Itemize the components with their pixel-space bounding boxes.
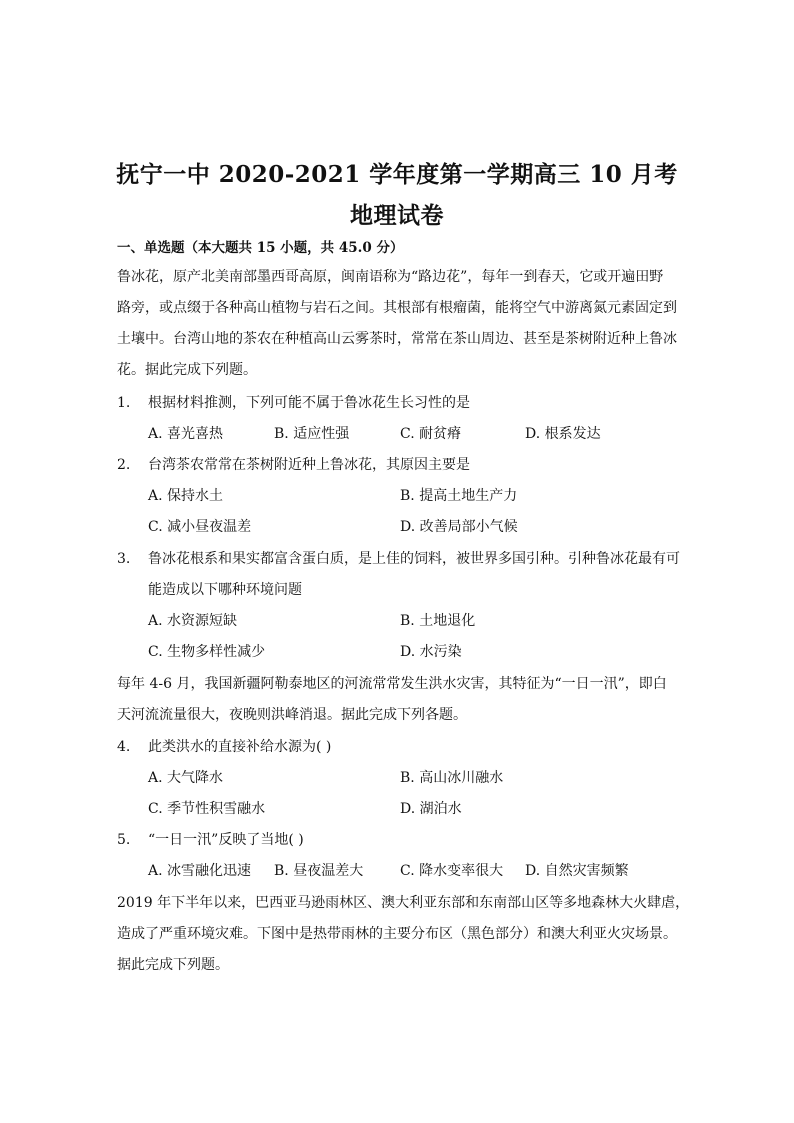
exam-title: 抚宁一中 2020-2021 学年度第一学期高三 10 月考 [116, 161, 678, 188]
option-c: C. 降水变率很大 [400, 863, 504, 879]
option-d: D. 改善局部小气候 [400, 519, 518, 535]
question-text: 台湾茶农常常在茶树附近种上鲁冰花，其原因主要是 [148, 457, 470, 473]
option-b: B. 昼夜温差大 [274, 863, 364, 879]
passage-line: 每年 4-6 月，我国新疆阿勒泰地区的河流常常发生洪水灾害，其特征为“一日一汛”，即白 [117, 676, 667, 692]
question-text: 此类洪水的直接补给水源为( ) [148, 739, 332, 755]
option-d: D. 自然灾害频繁 [525, 863, 629, 879]
option-b: B. 适应性强 [274, 426, 350, 442]
passage-line: 花。据此完成下列题。 [117, 362, 257, 378]
passage-line: 2019 年下半年以来，巴西亚马逊雨林区、澳大利亚东部和东南部山区等多地森林大火肆虐， [117, 895, 690, 911]
option-b: B. 高山冰川融水 [400, 770, 504, 786]
question-text: “一日一汛”反映了当地( ) [148, 832, 304, 848]
option-c: C. 耐贫瘠 [400, 426, 462, 442]
passage-line: 鲁冰花，原产北美南部墨西哥高原，闽南语称为“路边花”，每年一到春天，它或开遍田野 [117, 269, 664, 285]
option-d: D. 水污染 [400, 644, 462, 660]
option-c: C. 季节性积雪融水 [148, 801, 266, 817]
option-b: B. 土地退化 [400, 613, 476, 629]
option-d: D. 根系发达 [525, 426, 601, 442]
question-number: 3. [117, 551, 131, 567]
passage-line: 据此完成下列题。 [117, 957, 229, 973]
question-number: 5. [117, 832, 131, 848]
question-number: 1. [117, 395, 131, 411]
exam-subtitle: 地理试卷 [350, 202, 444, 229]
option-d: D. 湖泊水 [400, 801, 462, 817]
question-text: 根据材料推测，下列可能不属于鲁冰花生长习性的是 [148, 395, 470, 411]
question-number: 2. [117, 457, 131, 473]
option-a: A. 喜光喜热 [148, 426, 224, 442]
option-a: A. 保持水土 [148, 488, 224, 504]
passage-line: 造成了严重环境灾难。下图中是热带雨林的主要分布区（黑色部分）和澳大利亚火灾场景。 [117, 926, 677, 942]
passage-line: 天河流流量很大，夜晚则洪峰消退。据此完成下列各题。 [117, 707, 467, 723]
option-b: B. 提高土地生产力 [400, 488, 518, 504]
option-a: A. 大气降水 [148, 770, 224, 786]
option-a: A. 冰雪融化迅速 [148, 863, 252, 879]
question-text: 鲁冰花根系和果实都富含蛋白质，是上佳的饲料，被世界多国引种。引种鲁冰花最有可 [148, 551, 680, 567]
option-c: C. 减小昼夜温差 [148, 519, 252, 535]
passage-line: 路旁，或点缀于各种高山植物与岩石之间。其根部有根瘤菌，能将空气中游离氮元素固定到 [117, 300, 677, 316]
option-c: C. 生物多样性减少 [148, 644, 266, 660]
option-a: A. 水资源短缺 [148, 613, 238, 629]
passage-line: 土壤中。台湾山地的茶农在种植高山云雾茶时，常常在茶山周边、甚至是茶树附近种上鲁冰 [117, 331, 677, 347]
question-text-cont: 能造成以下哪种环境问题 [148, 582, 302, 598]
question-number: 4. [117, 739, 131, 755]
section-heading: 一、单选题（本大题共 15 小题，共 45.0 分） [117, 240, 404, 256]
